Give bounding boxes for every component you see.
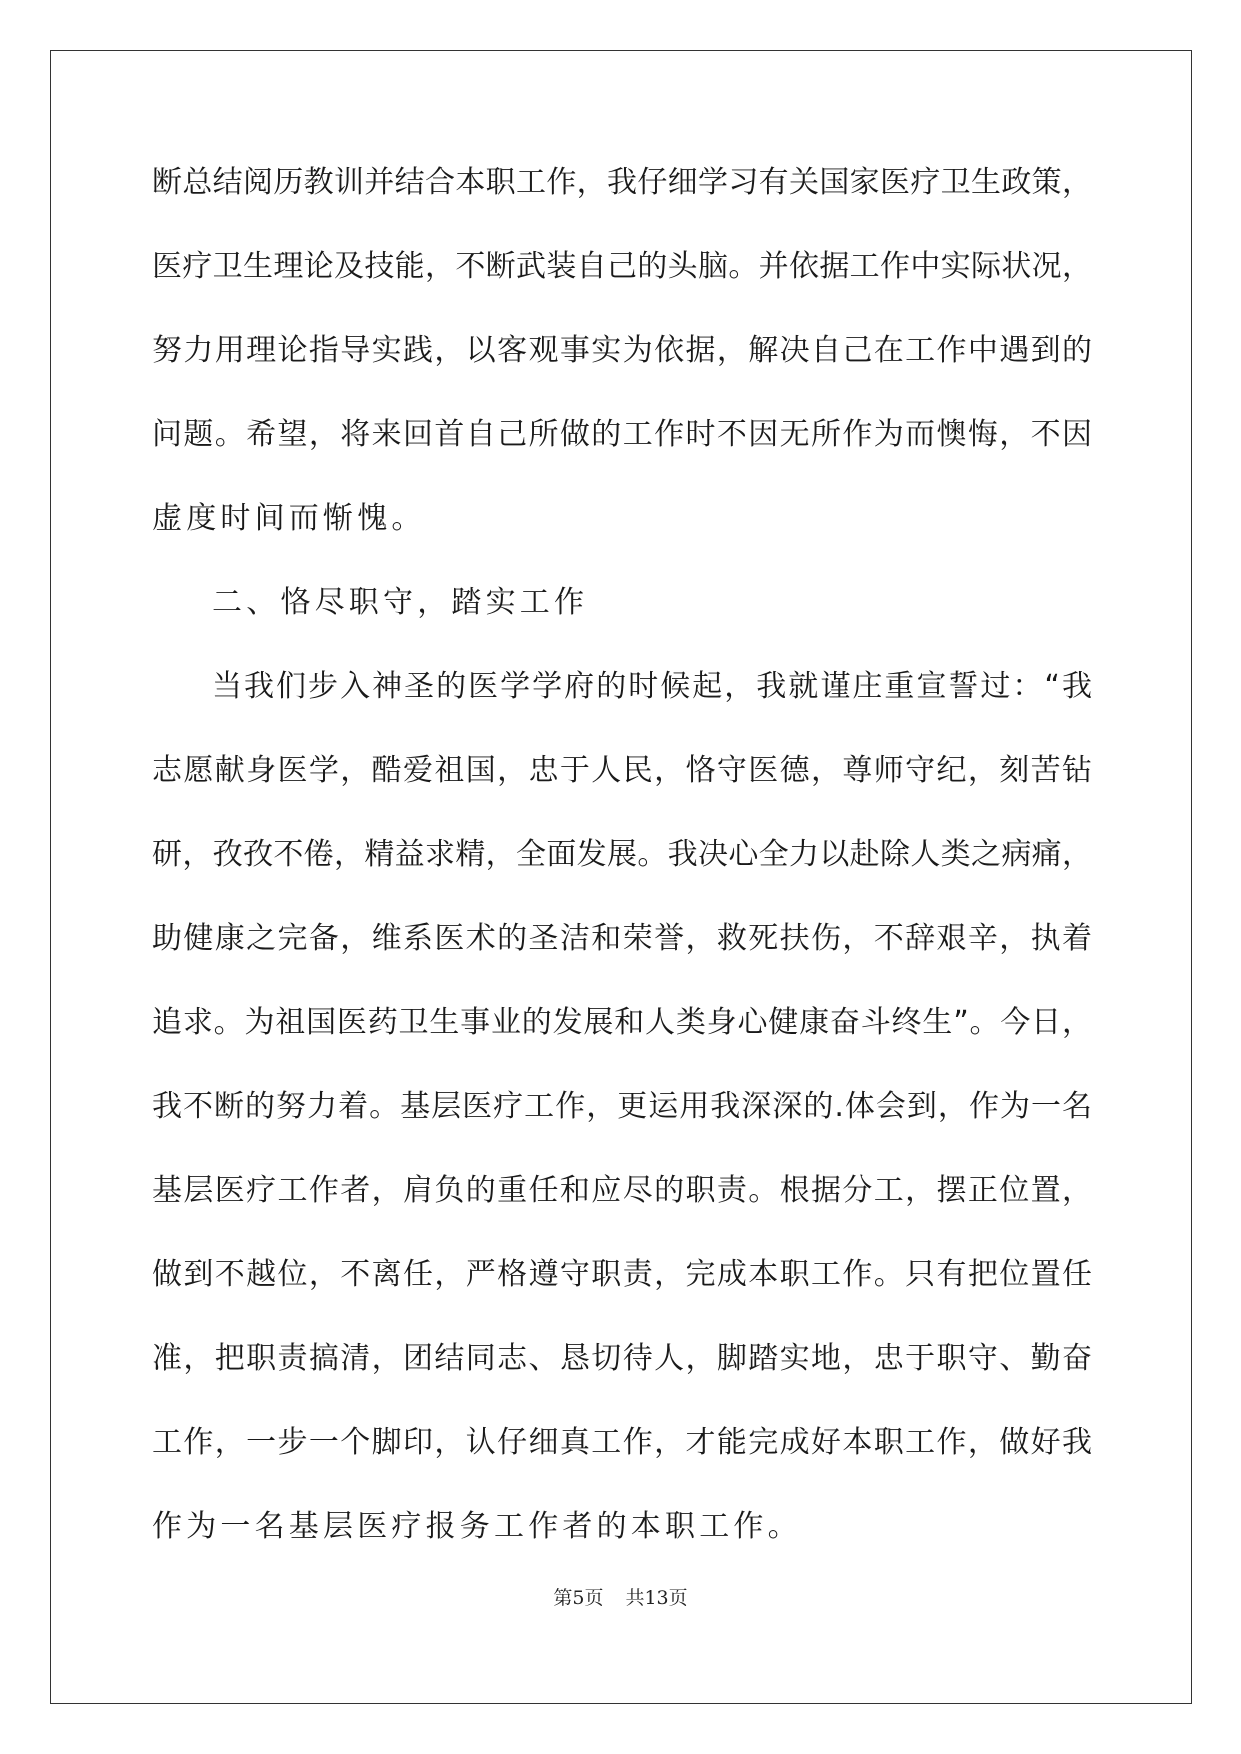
section-heading: 二、恪尽职守，踏实工作 [212,585,589,620]
paragraph-line: 问题。希望，将来回首自己所做的工作时不因无所作为而懊悔，不因 [152,417,1092,452]
paragraph-line: 虚度时间而惭愧。 [152,501,426,536]
paragraph-line: 当我们步入神圣的医学学府的时候起，我就谨庄重宣誓过：“我 [212,669,1092,704]
paragraph-line: 作为一名基层医疗报务工作者的本职工作。 [152,1509,802,1544]
paragraph-line: 研，孜孜不倦，精益求精，全面发展。我决心全力以赴除人类之病痛， [152,837,1092,872]
paragraph-line: 志愿献身医学，酷爱祖国，忠于人民，恪守医德，尊师守纪，刻苦钻 [152,753,1092,788]
paragraph-line: 助健康之完备，维系医术的圣洁和荣誉，救死扶伤，不辞艰辛，执着 [152,921,1092,956]
document-body [152,162,1092,1590]
page-total: 共13页 [625,1587,688,1609]
paragraph-line: 做到不越位，不离任，严格遵守职责，完成本职工作。只有把位置任 [152,1257,1092,1292]
paragraph-line: 追求。为祖国医药卫生事业的发展和人类身心健康奋斗终生”。今日， [152,1005,1092,1040]
paragraph-line: 我不断的努力着。基层医疗工作，更运用我深深的.体会到，作为一名 [152,1089,1092,1124]
paragraph-line: 努力用理论指导实践，以客观事实为依据，解决自己在工作中遇到的 [152,333,1092,368]
paragraph-line: 医疗卫生理论及技能，不断武装自己的头脑。并依据工作中实际状况， [152,249,1092,284]
paragraph-line: 工作，一步一个脚印，认仔细真工作，才能完成好本职工作，做好我 [152,1425,1092,1460]
page-number: 第5页 [553,1587,604,1609]
paragraph-line: 断总结阅历教训并结合本职工作，我仔细学习有关国家医疗卫生政策， [152,165,1092,200]
paragraph-line: 准，把职责搞清，团结同志、恳切待人，脚踏实地，忠于职守、勤奋 [152,1341,1092,1376]
page-footer [0,1586,1241,1610]
paragraph-line: 基层医疗工作者，肩负的重任和应尽的职责。根据分工，摆正位置， [152,1173,1092,1208]
